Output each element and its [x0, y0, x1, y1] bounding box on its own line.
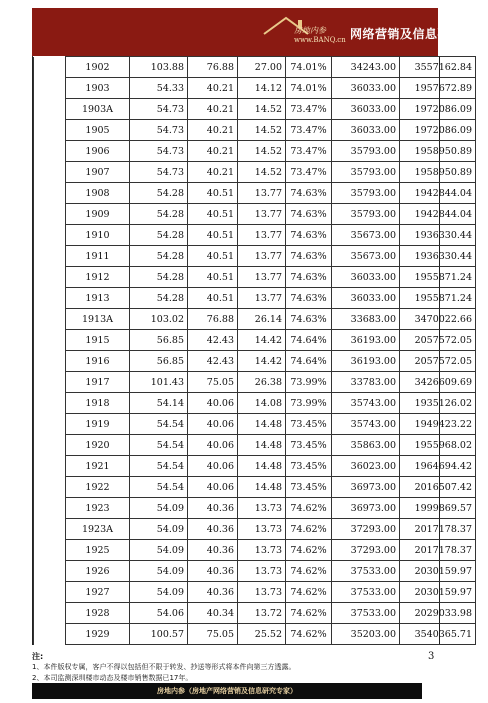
unit-price-cell: 37293.00	[332, 540, 400, 561]
unit-price-cell: 36023.00	[332, 456, 400, 477]
total-price-cell: 1955871.24	[400, 267, 476, 288]
table-row	[34, 624, 476, 645]
ratio-cell: 74.01%	[286, 57, 332, 78]
table-row	[34, 456, 476, 477]
ratio-cell: 74.62%	[286, 582, 332, 603]
unit-price-cell: 35203.00	[332, 624, 400, 645]
unit-cell: 1913A	[66, 309, 130, 330]
shared-area-cell: 13.77	[238, 204, 286, 225]
shared-area-cell: 13.73	[238, 582, 286, 603]
unit-price-cell: 37533.00	[332, 603, 400, 624]
unit-cell: 1923A	[66, 519, 130, 540]
area-cell: 56.85	[130, 351, 188, 372]
area-cell: 54.54	[130, 456, 188, 477]
total-price-cell: 1955871.24	[400, 288, 476, 309]
blank-cell	[34, 498, 66, 519]
area-cell: 54.06	[130, 603, 188, 624]
total-price-cell: 1942844.04	[400, 183, 476, 204]
blank-cell	[34, 414, 66, 435]
blank-cell	[34, 393, 66, 414]
total-price-cell: 1949423.22	[400, 414, 476, 435]
unit-cell: 1922	[66, 477, 130, 498]
footer-bar	[32, 683, 422, 699]
unit-cell: 1912	[66, 267, 130, 288]
area-cell: 54.73	[130, 99, 188, 120]
shared-area-cell: 13.77	[238, 183, 286, 204]
blank-cell	[34, 204, 66, 225]
unit-price-cell: 35793.00	[332, 183, 400, 204]
unit-price-cell: 35743.00	[332, 393, 400, 414]
area-cell: 54.09	[130, 582, 188, 603]
footer-text: 房地内参（房地产网络营销及信息研究专家）	[157, 687, 297, 695]
inner-area-cell: 40.06	[188, 414, 238, 435]
unit-cell: 1926	[66, 561, 130, 582]
ratio-cell: 73.45%	[286, 435, 332, 456]
total-price-cell: 3470022.66	[400, 309, 476, 330]
total-price-cell: 1958950.89	[400, 162, 476, 183]
unit-price-cell: 36033.00	[332, 288, 400, 309]
unit-price-cell: 36193.00	[332, 351, 400, 372]
ratio-cell: 74.62%	[286, 561, 332, 582]
ratio-cell: 73.47%	[286, 141, 332, 162]
total-price-cell: 3557162.84	[400, 57, 476, 78]
unit-price-cell: 36033.00	[332, 267, 400, 288]
unit-cell: 1927	[66, 582, 130, 603]
inner-area-cell: 42.43	[188, 351, 238, 372]
inner-area-cell: 40.36	[188, 519, 238, 540]
shared-area-cell: 13.72	[238, 603, 286, 624]
inner-area-cell: 40.21	[188, 78, 238, 99]
blank-cell	[34, 267, 66, 288]
unit-cell: 1913	[66, 288, 130, 309]
total-price-cell: 1958950.89	[400, 141, 476, 162]
total-price-cell: 2017178.37	[400, 540, 476, 561]
shared-area-cell: 14.52	[238, 162, 286, 183]
unit-cell: 1918	[66, 393, 130, 414]
inner-area-cell: 76.88	[188, 309, 238, 330]
shared-area-cell: 13.77	[238, 246, 286, 267]
inner-area-cell: 40.21	[188, 99, 238, 120]
shared-area-cell: 14.48	[238, 414, 286, 435]
unit-cell: 1911	[66, 246, 130, 267]
total-price-cell: 1936330.44	[400, 246, 476, 267]
ratio-cell: 74.63%	[286, 183, 332, 204]
ratio-cell: 73.47%	[286, 162, 332, 183]
unit-cell: 1917	[66, 372, 130, 393]
ratio-cell: 73.45%	[286, 414, 332, 435]
unit-cell: 1910	[66, 225, 130, 246]
shared-area-cell: 13.73	[238, 498, 286, 519]
table-row	[34, 225, 476, 246]
notes-section	[32, 651, 420, 684]
table-row	[34, 498, 476, 519]
ratio-cell: 74.62%	[286, 603, 332, 624]
inner-area-cell: 40.51	[188, 267, 238, 288]
unit-cell: 1920	[66, 435, 130, 456]
area-cell: 54.54	[130, 477, 188, 498]
total-price-cell: 2030159.97	[400, 582, 476, 603]
blank-cell	[34, 330, 66, 351]
logo-name: 房地内参	[294, 26, 326, 35]
total-price-cell: 2016507.42	[400, 477, 476, 498]
area-cell: 54.54	[130, 435, 188, 456]
area-cell: 54.28	[130, 183, 188, 204]
inner-area-cell: 40.21	[188, 120, 238, 141]
unit-cell: 1906	[66, 141, 130, 162]
total-price-cell: 1955968.02	[400, 435, 476, 456]
table-row	[34, 351, 476, 372]
area-cell: 54.09	[130, 540, 188, 561]
blank-cell	[34, 57, 66, 78]
table-row	[34, 540, 476, 561]
unit-price-cell: 34243.00	[332, 57, 400, 78]
unit-price-cell: 36033.00	[332, 99, 400, 120]
table-row	[34, 78, 476, 99]
inner-area-cell: 40.36	[188, 582, 238, 603]
area-cell: 54.73	[130, 162, 188, 183]
ratio-cell: 73.47%	[286, 99, 332, 120]
total-price-cell: 2030159.97	[400, 561, 476, 582]
blank-cell	[34, 246, 66, 267]
area-cell: 54.28	[130, 204, 188, 225]
total-price-cell: 1935126.02	[400, 393, 476, 414]
ratio-cell: 74.62%	[286, 519, 332, 540]
blank-cell	[34, 582, 66, 603]
ratio-cell: 74.62%	[286, 498, 332, 519]
note-item: 1、本件版权专属，客户不得以包括但不限于转发、抄送等形式将本件向第三方透露。	[32, 663, 296, 671]
inner-area-cell: 76.88	[188, 57, 238, 78]
inner-area-cell: 42.43	[188, 330, 238, 351]
unit-price-cell: 35793.00	[332, 204, 400, 225]
ratio-cell: 74.62%	[286, 540, 332, 561]
page-number: 3	[428, 651, 435, 662]
ratio-cell: 74.63%	[286, 267, 332, 288]
total-price-cell: 1964694.42	[400, 456, 476, 477]
shared-area-cell: 14.42	[238, 351, 286, 372]
table-row	[34, 330, 476, 351]
blank-cell	[34, 435, 66, 456]
table-row	[34, 477, 476, 498]
total-price-cell: 1972086.09	[400, 99, 476, 120]
unit-price-cell: 37293.00	[332, 519, 400, 540]
table-row	[34, 183, 476, 204]
unit-cell: 1929	[66, 624, 130, 645]
shared-area-cell: 14.08	[238, 393, 286, 414]
table-row	[34, 561, 476, 582]
unit-price-cell: 35793.00	[332, 141, 400, 162]
shared-area-cell: 14.42	[238, 330, 286, 351]
unit-price-cell: 36033.00	[332, 78, 400, 99]
unit-cell: 1903A	[66, 99, 130, 120]
shared-area-cell: 13.77	[238, 267, 286, 288]
table-row	[34, 288, 476, 309]
shared-area-cell: 14.52	[238, 141, 286, 162]
shared-area-cell: 14.48	[238, 477, 286, 498]
unit-cell: 1905	[66, 120, 130, 141]
unit-price-cell: 35673.00	[332, 246, 400, 267]
ratio-cell: 74.64%	[286, 330, 332, 351]
unit-price-cell: 36973.00	[332, 498, 400, 519]
table-row	[34, 99, 476, 120]
unit-cell: 1907	[66, 162, 130, 183]
total-price-cell: 3426609.69	[400, 372, 476, 393]
total-price-cell: 1957672.89	[400, 78, 476, 99]
unit-cell: 1928	[66, 603, 130, 624]
table-row	[34, 162, 476, 183]
shared-area-cell: 13.77	[238, 225, 286, 246]
area-cell: 54.28	[130, 225, 188, 246]
unit-cell: 1921	[66, 456, 130, 477]
area-cell: 54.09	[130, 561, 188, 582]
area-cell: 54.14	[130, 393, 188, 414]
blank-cell	[34, 120, 66, 141]
blank-cell	[34, 309, 66, 330]
blank-cell	[34, 561, 66, 582]
blank-cell	[34, 519, 66, 540]
total-price-cell: 1936330.44	[400, 225, 476, 246]
blank-cell	[34, 288, 66, 309]
shared-area-cell: 14.52	[238, 99, 286, 120]
ratio-cell: 74.63%	[286, 309, 332, 330]
area-cell: 54.28	[130, 288, 188, 309]
blank-cell	[34, 372, 66, 393]
unit-price-cell: 37533.00	[332, 561, 400, 582]
inner-area-cell: 40.21	[188, 141, 238, 162]
ratio-cell: 74.64%	[286, 351, 332, 372]
notes-title: 注:	[32, 652, 44, 661]
ratio-cell: 74.63%	[286, 225, 332, 246]
shared-area-cell: 13.73	[238, 519, 286, 540]
unit-price-cell: 35673.00	[332, 225, 400, 246]
table-row	[34, 435, 476, 456]
inner-area-cell: 40.51	[188, 246, 238, 267]
table-row	[34, 372, 476, 393]
shared-area-cell: 27.00	[238, 57, 286, 78]
area-cell: 103.02	[130, 309, 188, 330]
unit-cell: 1902	[66, 57, 130, 78]
area-cell: 54.28	[130, 246, 188, 267]
table-row	[34, 309, 476, 330]
inner-area-cell: 75.05	[188, 372, 238, 393]
unit-price-cell: 35743.00	[332, 414, 400, 435]
unit-price-cell: 35793.00	[332, 162, 400, 183]
area-cell: 54.09	[130, 519, 188, 540]
unit-cell: 1919	[66, 414, 130, 435]
unit-cell: 1915	[66, 330, 130, 351]
unit-price-cell: 36193.00	[332, 330, 400, 351]
ratio-cell: 74.62%	[286, 624, 332, 645]
total-price-cell: 2017178.37	[400, 519, 476, 540]
shared-area-cell: 25.52	[238, 624, 286, 645]
area-cell: 54.73	[130, 120, 188, 141]
total-price-cell: 1999869.57	[400, 498, 476, 519]
table-row	[34, 603, 476, 624]
unit-cell: 1908	[66, 183, 130, 204]
inner-area-cell: 75.05	[188, 624, 238, 645]
total-price-cell: 2057572.05	[400, 351, 476, 372]
shared-area-cell: 13.73	[238, 540, 286, 561]
area-cell: 54.28	[130, 267, 188, 288]
table-row	[34, 141, 476, 162]
blank-cell	[34, 351, 66, 372]
total-price-cell: 2057572.05	[400, 330, 476, 351]
table-row	[34, 120, 476, 141]
inner-area-cell: 40.34	[188, 603, 238, 624]
table-row	[34, 393, 476, 414]
total-price-cell: 1942844.04	[400, 204, 476, 225]
shared-area-cell: 14.12	[238, 78, 286, 99]
unit-cell: 1923	[66, 498, 130, 519]
inner-area-cell: 40.06	[188, 456, 238, 477]
ratio-cell: 74.01%	[286, 78, 332, 99]
total-price-cell: 2029033.98	[400, 603, 476, 624]
shared-area-cell: 13.73	[238, 561, 286, 582]
inner-area-cell: 40.51	[188, 288, 238, 309]
shared-area-cell: 13.77	[238, 288, 286, 309]
ratio-cell: 73.47%	[286, 120, 332, 141]
banner-title: 网络营销及信息研究专家	[350, 27, 488, 41]
table-row	[34, 204, 476, 225]
table-row	[34, 246, 476, 267]
unit-cell: 1916	[66, 351, 130, 372]
unit-price-cell: 37533.00	[332, 582, 400, 603]
table-row	[34, 582, 476, 603]
unit-price-cell: 35863.00	[332, 435, 400, 456]
inner-area-cell: 40.36	[188, 561, 238, 582]
shared-area-cell: 14.48	[238, 435, 286, 456]
blank-cell	[34, 540, 66, 561]
blank-cell	[34, 603, 66, 624]
inner-area-cell: 40.36	[188, 498, 238, 519]
area-cell: 54.09	[130, 498, 188, 519]
area-cell: 103.88	[130, 57, 188, 78]
shared-area-cell: 26.38	[238, 372, 286, 393]
blank-cell	[34, 99, 66, 120]
ratio-cell: 73.45%	[286, 456, 332, 477]
table-row	[34, 57, 476, 78]
table-row	[34, 414, 476, 435]
data-table	[33, 56, 476, 645]
logo-url: www.BANQ.cn	[294, 36, 346, 44]
blank-cell	[34, 624, 66, 645]
blank-cell	[34, 162, 66, 183]
area-cell: 101.43	[130, 372, 188, 393]
table-row	[34, 267, 476, 288]
unit-price-cell: 36973.00	[332, 477, 400, 498]
blank-cell	[34, 141, 66, 162]
shared-area-cell: 14.48	[238, 456, 286, 477]
ratio-cell: 74.63%	[286, 204, 332, 225]
blank-cell	[34, 225, 66, 246]
table-row	[34, 519, 476, 540]
blank-cell	[34, 477, 66, 498]
area-cell: 54.73	[130, 141, 188, 162]
unit-cell: 1903	[66, 78, 130, 99]
inner-area-cell: 40.06	[188, 393, 238, 414]
shared-area-cell: 14.52	[238, 120, 286, 141]
ratio-cell: 73.45%	[286, 477, 332, 498]
inner-area-cell: 40.51	[188, 204, 238, 225]
inner-area-cell: 40.36	[188, 540, 238, 561]
total-price-cell: 1972086.09	[400, 120, 476, 141]
unit-cell: 1925	[66, 540, 130, 561]
ratio-cell: 74.63%	[286, 246, 332, 267]
area-cell: 56.85	[130, 330, 188, 351]
note-item: 2、本司监测深圳楼市动态及楼市销售数据已17年。	[32, 674, 193, 682]
shared-area-cell: 26.14	[238, 309, 286, 330]
ratio-cell: 73.99%	[286, 372, 332, 393]
area-cell: 100.57	[130, 624, 188, 645]
unit-cell: 1909	[66, 204, 130, 225]
unit-price-cell: 36033.00	[332, 120, 400, 141]
inner-area-cell: 40.21	[188, 162, 238, 183]
unit-price-cell: 33683.00	[332, 309, 400, 330]
inner-area-cell: 40.06	[188, 435, 238, 456]
area-cell: 54.33	[130, 78, 188, 99]
inner-area-cell: 40.51	[188, 183, 238, 204]
area-cell: 54.54	[130, 414, 188, 435]
blank-cell	[34, 456, 66, 477]
ratio-cell: 73.99%	[286, 393, 332, 414]
header-banner	[32, 8, 488, 56]
data-table-wrapper	[32, 56, 472, 645]
total-price-cell: 3540365.71	[400, 624, 476, 645]
blank-cell	[34, 78, 66, 99]
ratio-cell: 74.63%	[286, 288, 332, 309]
blank-cell	[34, 183, 66, 204]
unit-price-cell: 33783.00	[332, 372, 400, 393]
inner-area-cell: 40.06	[188, 477, 238, 498]
inner-area-cell: 40.51	[188, 225, 238, 246]
